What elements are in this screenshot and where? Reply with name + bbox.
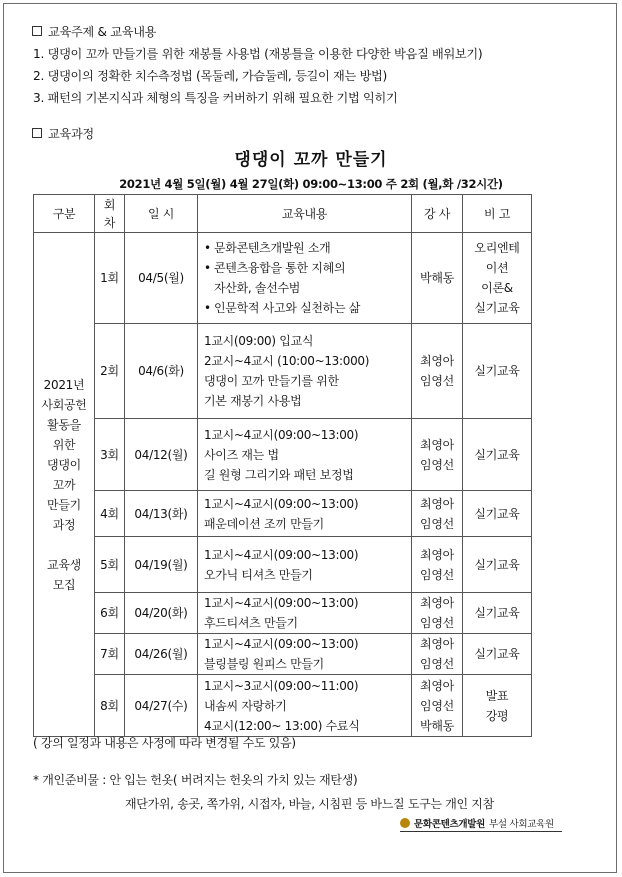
- content-line: 기본 재봉기 사용법: [204, 394, 302, 408]
- table-header-row: [34, 195, 532, 233]
- instructor-name: 박해동: [420, 718, 454, 733]
- category-line: 2021년: [43, 377, 85, 392]
- content-cell: [198, 537, 412, 593]
- remarks-cell: [463, 491, 532, 537]
- instructor-name: 임영선: [420, 567, 454, 582]
- session-cell: 4회: [95, 491, 125, 537]
- remarks-line: 발표: [485, 688, 509, 703]
- instructor-cell: [412, 491, 463, 537]
- table-row: [34, 233, 532, 324]
- session-cell: 3회: [95, 419, 125, 491]
- schedule-table: [33, 194, 532, 737]
- instructor-name: 최영아: [420, 496, 454, 511]
- content-line: 1교시~3교시(09:00~11:00): [204, 678, 359, 693]
- category-line: 꼬까: [52, 477, 76, 492]
- table-row: [34, 419, 532, 491]
- category-line: 댕댕이: [47, 457, 81, 472]
- content-line: 1교시~4교시(09:00~13:00): [204, 427, 359, 442]
- content-line: 사이즈 재는 법: [204, 447, 279, 462]
- instructor-name: 임영선: [420, 698, 454, 713]
- topic-line-1: 1. 댕댕이 꼬까 만들기를 위한 재봉틀 사용법 (재봉틀을 이용한 다양한 박음질 배워보기): [33, 47, 483, 61]
- remarks-line: 실기교육: [474, 301, 520, 315]
- organization-suffix: 부설 사회교육원: [489, 819, 554, 830]
- schedule-change-note: ( 강의 일정과 내용은 사정에 따라 변경될 수도 있음): [33, 736, 296, 750]
- remarks-line: 실기교육: [474, 557, 520, 572]
- instructor-name: 최영아: [420, 678, 454, 693]
- content-line: 자산화, 솔선수범: [214, 281, 301, 295]
- content-line: 1교시~4교시(09:00~13:00): [204, 547, 359, 562]
- instructor-cell: [412, 324, 463, 419]
- category-cell: [34, 233, 95, 737]
- remarks-line: 실기교육: [474, 606, 520, 620]
- session-cell: 5회: [95, 537, 125, 593]
- remarks-cell: [463, 675, 532, 737]
- date-cell: 04/6(화): [125, 324, 198, 419]
- remarks-line: 실기교육: [474, 506, 520, 521]
- checkbox-square-icon: [32, 26, 42, 36]
- table-row: [34, 675, 532, 737]
- date-cell: 04/5(월): [125, 233, 198, 324]
- date-cell: 04/26(월): [125, 634, 198, 675]
- instructor-name: 최영아: [420, 637, 454, 651]
- content-line: 블링블링 원피스 만들기: [204, 657, 324, 671]
- instructor-name: 임영선: [420, 516, 454, 531]
- content-line: • 콘텐츠융합을 통한 지혜의: [214, 261, 346, 275]
- table-row: [34, 537, 532, 593]
- header-remarks: 비 고: [463, 195, 532, 233]
- topic-section-heading: 교육주제 & 교육내용: [32, 23, 156, 40]
- remarks-cell: [463, 324, 532, 419]
- category-line: 위한: [52, 437, 76, 452]
- instructor-cell: [412, 593, 463, 634]
- header-instructor: 강 사: [412, 195, 463, 233]
- organization-name: 문화콘텐츠개발원: [414, 819, 486, 830]
- instructor-cell: [412, 675, 463, 737]
- date-cell: 04/12(월): [125, 419, 198, 491]
- table-row: [34, 634, 532, 675]
- remarks-cell: [463, 537, 532, 593]
- header-date: 일 시: [125, 195, 198, 233]
- session-cell: 6회: [95, 593, 125, 634]
- content-cell: [198, 634, 412, 675]
- content-bullet: [204, 258, 411, 298]
- table-row: [34, 491, 532, 537]
- remarks-line: 강평: [485, 708, 509, 723]
- instructor-name: 임영선: [420, 657, 454, 671]
- topic-line-2: 2. 댕댕이의 정확한 치수측정법 (목둘레, 가슴둘레, 등길이 재는 방법): [33, 69, 387, 83]
- session-cell: 7회: [95, 634, 125, 675]
- content-cell: [198, 593, 412, 634]
- checkbox-square-icon: [32, 128, 42, 138]
- date-cell: 04/13(화): [125, 491, 198, 537]
- topic-line-3: 3. 패턴의 기본지식과 체형의 특징을 커버하기 위해 필요한 기법 익히기: [33, 91, 398, 105]
- session-cell: 1회: [95, 233, 125, 324]
- remarks-line: 실기교육: [474, 364, 520, 378]
- content-line: 내솜씨 자랑하기: [204, 698, 287, 713]
- content-cell: [198, 233, 412, 324]
- instructor-name: 임영선: [420, 374, 454, 388]
- header-session: 회 차: [95, 195, 125, 233]
- table-row: [34, 593, 532, 634]
- category-line: 만들기: [47, 497, 81, 512]
- category-line: 사회공헌: [41, 397, 87, 412]
- remarks-cell: [463, 233, 532, 324]
- organization-logo-icon: [400, 818, 410, 828]
- table-row: [34, 324, 532, 419]
- course-schedule-summary: 2021년 4월 5일(월) 4월 27일(화) 09:00~13:00 주 2회 (월,화 /32시간): [119, 177, 503, 191]
- instructor-name: 최영아: [420, 547, 454, 562]
- content-cell: [198, 324, 412, 419]
- remarks-line: 이론&: [481, 281, 513, 295]
- personal-tools-line: 재단가위, 송곳, 쪽가위, 시접자, 바늘, 시침핀 등 바느질 도구는 개인 지참: [125, 797, 494, 811]
- date-cell: 04/20(화): [125, 593, 198, 634]
- instructor-name: 임영선: [420, 616, 454, 630]
- content-line: 1교시~4교시(09:00~13:00): [204, 496, 359, 511]
- header-category: 구분: [34, 195, 95, 233]
- remarks-cell: [463, 419, 532, 491]
- instructor-cell: [412, 537, 463, 593]
- personal-supplies-line: * 개인준비물 : 안 입는 헌옷( 버려지는 헌옷의 가치 있는 재탄생): [33, 773, 358, 787]
- content-line: 2교시~4교시 (10:00~13:000): [204, 354, 370, 368]
- remarks-line: 실기교육: [474, 647, 520, 661]
- footer-underline: [400, 831, 562, 832]
- content-line: 오가닉 티셔츠 만들기: [204, 567, 313, 582]
- content-line: 길 원형 그리기와 패턴 보정법: [204, 467, 354, 482]
- content-bullet: [204, 298, 411, 318]
- content-line: 1교시~4교시(09:00~13:00): [204, 637, 359, 651]
- content-line: 패운데이션 조끼 만들기: [204, 516, 324, 531]
- header-content: 교육내용: [198, 195, 412, 233]
- content-cell: [198, 675, 412, 737]
- category-line: 교육생: [47, 557, 81, 572]
- remarks-line: 이션: [485, 261, 509, 275]
- remarks-line: 실기교육: [474, 447, 520, 462]
- instructor-cell: [412, 233, 463, 324]
- content-line: 후드티셔츠 만들기: [204, 616, 298, 630]
- content-line: • 문화콘텐츠개발원 소개: [214, 241, 331, 255]
- category-line: 활동을: [47, 417, 81, 432]
- session-cell: 2회: [95, 324, 125, 419]
- session-cell: 8회: [95, 675, 125, 737]
- instructor-name: 최영아: [420, 437, 454, 452]
- content-line: 4교시(12:00~ 13:00) 수료식: [204, 718, 360, 733]
- category-line: 모집: [52, 577, 76, 592]
- content-cell: [198, 419, 412, 491]
- date-cell: 04/19(월): [125, 537, 198, 593]
- content-line: 1교시(09:00) 입교식: [204, 334, 314, 348]
- category-line: [34, 535, 94, 555]
- content-line: 1교시~4교시(09:00~13:00): [204, 596, 359, 610]
- instructor-name: 최영아: [420, 596, 454, 610]
- content-line: 댕댕이 꼬까 만들기를 위한: [204, 374, 339, 388]
- content-bullet: [204, 238, 411, 258]
- remarks-line: 오리엔테: [474, 241, 520, 255]
- instructor-name: 최영아: [420, 354, 454, 368]
- date-cell: 04/27(수): [125, 675, 198, 737]
- course-title: 댕댕이 꼬까 만들기: [234, 150, 388, 170]
- instructor-cell: [412, 419, 463, 491]
- instructor-name: 박해동: [420, 271, 454, 285]
- remarks-cell: [463, 634, 532, 675]
- category-line: 과정: [52, 517, 76, 532]
- instructor-name: 임영선: [420, 457, 454, 472]
- content-line: • 인문학적 사고와 실천하는 삶: [214, 301, 361, 315]
- content-cell: [198, 491, 412, 537]
- instructor-cell: [412, 634, 463, 675]
- remarks-cell: [463, 593, 532, 634]
- footer-organization: [400, 816, 554, 830]
- process-section-heading: 교육과정: [32, 125, 94, 142]
